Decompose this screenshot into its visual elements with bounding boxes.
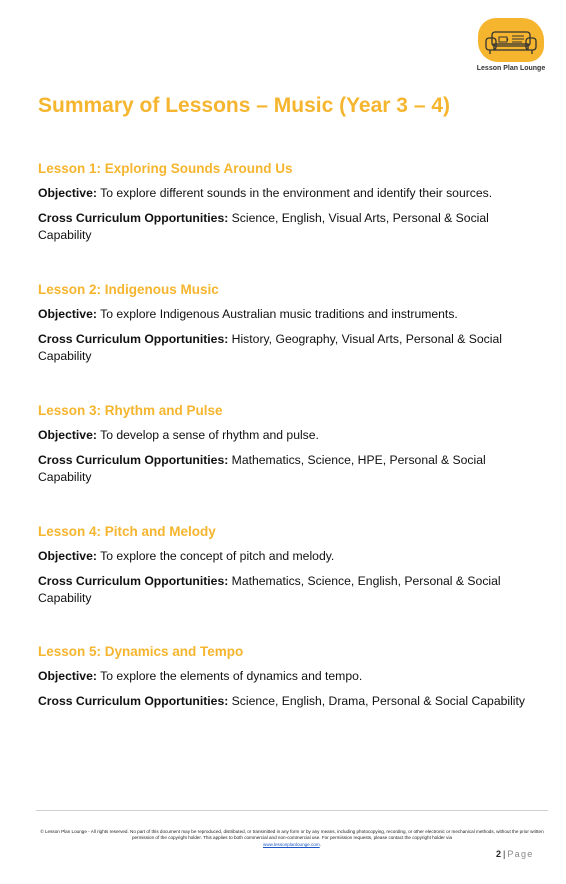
copyright-text: © Lesson Plan Lounge - All rights reserved. No part of this document may be reproduced, distributed, or transmitted in any form or by any means, including photocopying, recording, or other electronic or mechanical methods, without the prior written permission of the copyright holder. This applies to both commercial and non-commercial use. For permission requests, please contact the copyright holder via: [40, 829, 544, 841]
page-number-value: 2: [496, 849, 502, 859]
footer-period: .: [319, 841, 321, 847]
cross-curriculum-label: Cross Curriculum Opportunities:: [38, 211, 229, 225]
objective-text: To explore the concept of pitch and melody.: [100, 549, 335, 563]
lesson-4: [38, 524, 538, 615]
logo-text: Lesson Plan Lounge: [476, 65, 546, 72]
lesson-cross-curriculum: [38, 573, 538, 607]
cross-curriculum-text: Mathematics, Science, HPE, Personal & Social Capability: [38, 453, 486, 484]
lesson-objective: [38, 548, 538, 565]
footer-divider: [36, 810, 548, 811]
lesson-objective: [38, 668, 538, 685]
lesson-heading: Lesson 4: Pitch and Melody: [38, 524, 216, 539]
objective-text: To develop a sense of rhythm and pulse.: [100, 428, 319, 442]
objective-label: Objective:: [38, 186, 97, 200]
cross-curriculum-label: Cross Curriculum Opportunities:: [38, 453, 229, 467]
lesson-objective: [38, 185, 538, 202]
lesson-3: [38, 403, 538, 494]
objective-label: Objective:: [38, 428, 97, 442]
objective-label: Objective:: [38, 307, 97, 321]
lesson-cross-curriculum: [38, 693, 538, 710]
objective-text: To explore Indigenous Australian music traditions and instruments.: [100, 307, 458, 321]
lesson-5: [38, 644, 538, 718]
website-link[interactable]: www.lessonplanlounge.com: [263, 841, 320, 847]
lesson-cross-curriculum: [38, 331, 538, 365]
objective-label: Objective:: [38, 669, 97, 683]
logo: [474, 18, 548, 76]
lesson-2: [38, 282, 538, 373]
lesson-1: [38, 161, 538, 252]
lesson-heading: Lesson 2: Indigenous Music: [38, 282, 219, 297]
cross-curriculum-text: History, Geography, Visual Arts, Personal & Social Capability: [38, 332, 502, 363]
cross-curriculum-label: Cross Curriculum Opportunities:: [38, 694, 229, 708]
lesson-objective: [38, 306, 538, 323]
cross-curriculum-label: Cross Curriculum Opportunities:: [38, 332, 229, 346]
lesson-cross-curriculum: [38, 452, 538, 486]
page-title: Summary of Lessons – Music (Year 3 – 4): [38, 94, 451, 117]
page-number: [496, 849, 534, 859]
objective-label: Objective:: [38, 549, 97, 563]
cross-curriculum-label: Cross Curriculum Opportunities:: [38, 574, 229, 588]
objective-text: To explore the elements of dynamics and tempo.: [100, 669, 363, 683]
lesson-objective: [38, 427, 538, 444]
sofa-icon: [482, 24, 540, 58]
footer-copyright: [40, 829, 544, 848]
cross-curriculum-text: Mathematics, Science, English, Personal & Social Capability: [38, 574, 501, 605]
cross-curriculum-text: Science, English, Drama, Personal & Social Capability: [231, 694, 525, 708]
cross-curriculum-text: Science, English, Visual Arts, Personal & Social Capability: [38, 211, 489, 242]
page-separator: |: [503, 849, 506, 859]
lesson-heading: Lesson 3: Rhythm and Pulse: [38, 403, 223, 418]
page-label: Page: [507, 849, 534, 859]
lesson-heading: Lesson 1: Exploring Sounds Around Us: [38, 161, 293, 176]
objective-text: To explore different sounds in the environment and identify their sources.: [100, 186, 493, 200]
lesson-heading: Lesson 5: Dynamics and Tempo: [38, 644, 244, 659]
lesson-cross-curriculum: [38, 210, 538, 244]
